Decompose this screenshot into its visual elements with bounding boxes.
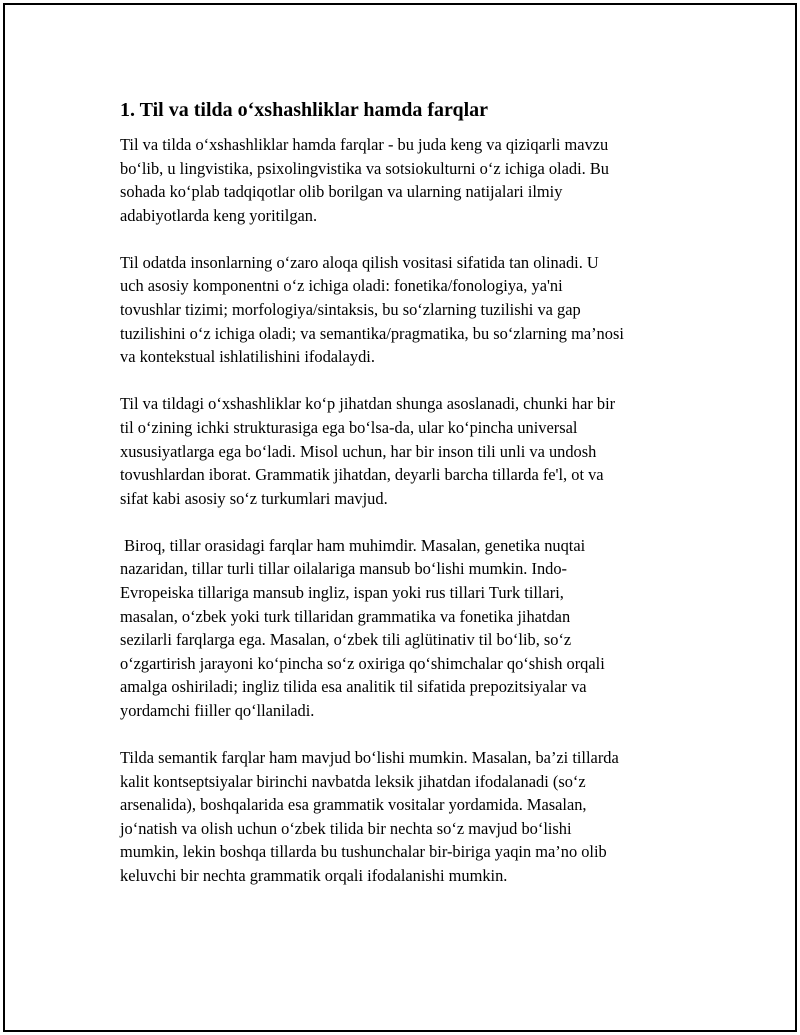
- text-line: til o‘zining ichki strukturasiga ega bo‘lsa-da, ular ko‘pincha universal: [120, 417, 578, 437]
- text-line: Tilda semantik farqlar ham mavjud bo‘lishi mumkin. Masalan, ba’zi tillarda: [120, 748, 619, 768]
- text-line: xususiyatlarga ega bo‘ladi. Misol uchun, har bir inson tili unli va undosh: [120, 441, 597, 461]
- paragraph-5: [120, 746, 700, 888]
- text-line: Til va tildagi o‘xshashliklar ko‘p jihatdan shunga asoslanadi, chunki har bir: [120, 394, 616, 414]
- text-line: Biroq, tillar orasidagi farqlar ham muhimdir. Masalan, genetika nuqtai: [120, 535, 586, 555]
- text-line: va kontekstual ishlatilishini ifodalaydi.: [120, 347, 375, 367]
- text-line: tovushlardan iborat. Grammatik jihatdan, deyarli barcha tillarda fe'l, ot va: [120, 465, 604, 485]
- section-heading: 1. Til va tilda o‘xshashliklar hamda farqlar: [120, 99, 489, 121]
- text-line: keluvchi bir nechta grammatik orqali ifodalanishi mumkin.: [120, 866, 508, 886]
- text-line: o‘zgartirish jarayoni ko‘pincha so‘z oxiriga qo‘shimchalar qo‘shish orqali: [120, 653, 605, 673]
- text-line: tovushlar tizimi; morfologiya/sintaksis, bu so‘zlarning tuzilishi va gap: [120, 300, 581, 320]
- text-line: mumkin, lekin boshqa tillarda bu tushunchalar bir-biriga yaqin ma’no olib: [120, 842, 607, 862]
- text-line: masalan, o‘zbek yoki turk tillaridan grammatika va fonetika jihatdan: [120, 606, 571, 626]
- text-line: bo‘lib, u lingvistika, psixolingvistika va sotsiokulturni o‘z ichiga oladi. Bu: [120, 158, 609, 178]
- paragraph-4: [120, 534, 700, 723]
- text-line: tuzilishini o‘z ichiga oladi; va semantika/pragmatika, bu so‘zlarning ma’nosi: [120, 323, 624, 343]
- text-line: yordamchi fiiller qo‘llaniladi.: [120, 700, 315, 720]
- text-line: nazaridan, tillar turli tillar oilalariga mansub bo‘lishi mumkin. Indo-: [120, 559, 567, 579]
- text-line: sohada ko‘plab tadqiqotlar olib borilgan va ularning natijalari ilmiy: [120, 182, 563, 202]
- document-body: [120, 97, 700, 911]
- document-page: [3, 3, 797, 1032]
- paragraph-1: [120, 133, 700, 227]
- text-line: adabiyotlarda keng yoritilgan.: [120, 205, 318, 225]
- text-line: amalga oshiriladi; ingliz tilida esa analitik til sifatida prepozitsiyalar va: [120, 677, 587, 697]
- text-line: jo‘natish va olish uchun o‘zbek tilida bir nechta so‘z mavjud bo‘lishi: [120, 818, 572, 838]
- text-line: Til odatda insonlarning o‘zaro aloqa qilish vositasi sifatida tan olinadi. U: [120, 252, 599, 272]
- paragraph-2: [120, 251, 700, 369]
- text-line: arsenalida), boshqalarida esa grammatik vositalar yordamida. Masalan,: [120, 795, 587, 815]
- paragraph-3: [120, 392, 700, 510]
- text-line: sifat kabi asosiy so‘z turkumlari mavjud.: [120, 488, 388, 508]
- text-line: Til va tilda o‘xshashliklar hamda farqlar - bu juda keng va qiziqarli mavzu: [120, 135, 609, 154]
- text-line: kalit kontseptsiyalar birinchi navbatda leksik jihatdan ifodalanadi (so‘z: [120, 771, 586, 791]
- text-line: sezilarli farqlarga ega. Masalan, o‘zbek tili aglütinativ til bo‘lib, so‘z: [120, 630, 572, 650]
- text-line: uch asosiy komponentni o‘z ichiga oladi: fonetika/fonologiya, ya'ni: [120, 276, 563, 296]
- text-line: Evropeiska tillariga mansub ingliz, ispan yoki rus tillari Turk tillari,: [120, 583, 564, 602]
